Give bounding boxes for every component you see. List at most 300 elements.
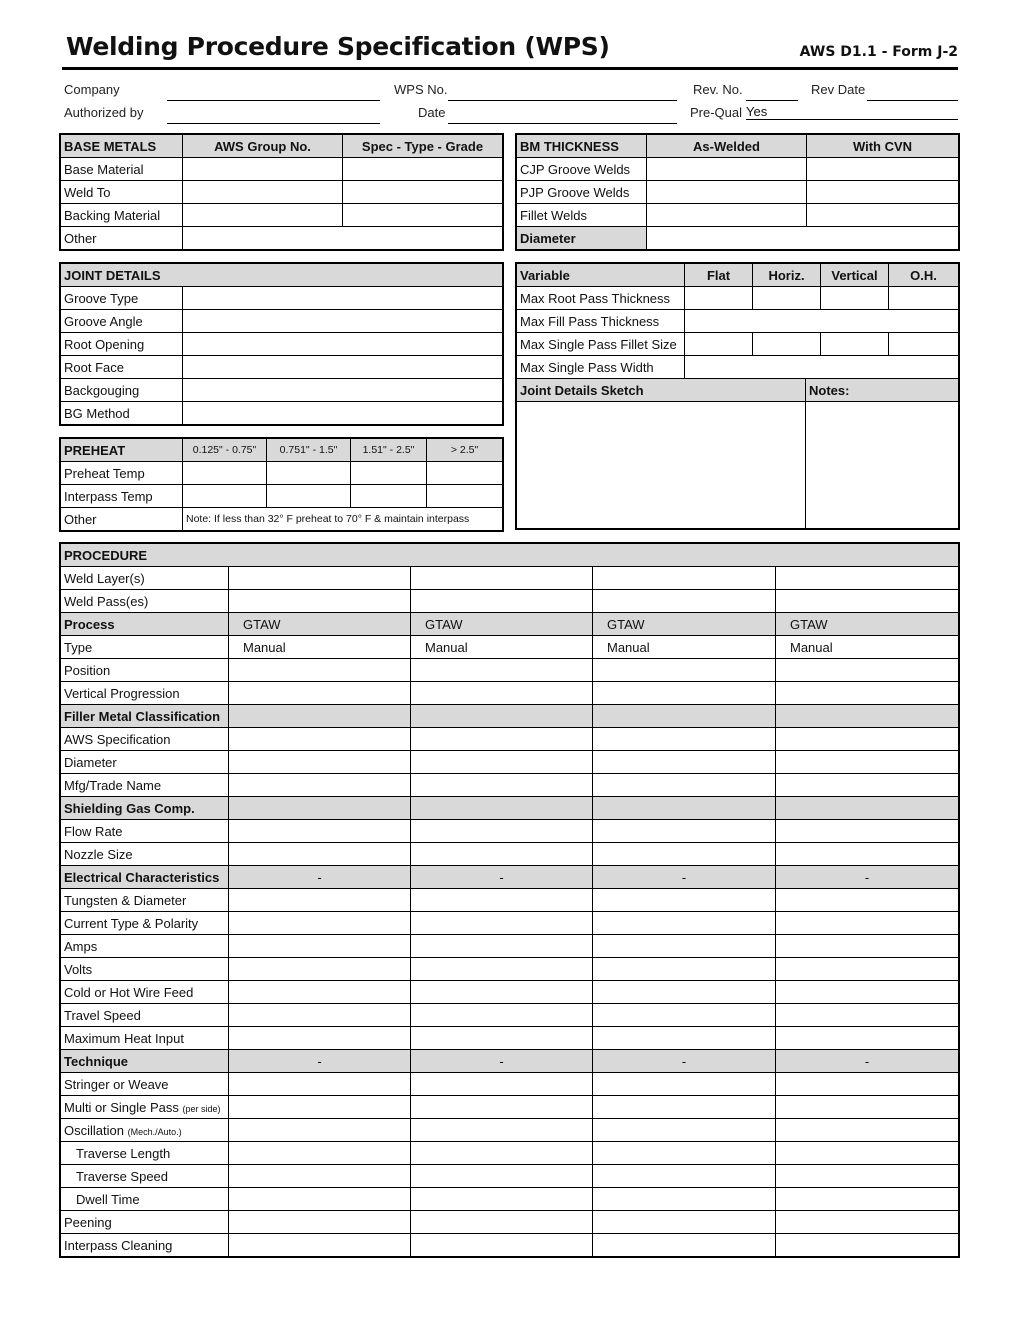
procedure-row-label (61, 728, 229, 751)
row-label: Root Face (61, 356, 183, 379)
joint-details-header: JOINT DETAILS (61, 264, 503, 287)
row-label-text: Cold or Hot Wire Feed (64, 984, 194, 1000)
procedure-cell[interactable] (593, 1119, 776, 1142)
procedure-cell[interactable] (411, 1165, 593, 1188)
row-label: PJP Groove Welds (517, 181, 647, 204)
row-label: Weld To (61, 181, 183, 204)
row-label-suffix: (per side) (182, 1103, 221, 1114)
procedure-cell[interactable] (776, 820, 959, 843)
procedure-row-label (61, 958, 229, 981)
table-row (61, 567, 959, 590)
input-cell[interactable] (183, 227, 503, 250)
procedure-cell[interactable]: GTAW (411, 613, 593, 636)
table-row (61, 705, 959, 728)
procedure-cell[interactable] (229, 1119, 411, 1142)
input-cell[interactable] (183, 379, 503, 402)
row-label: BG Method (61, 402, 183, 425)
procedure-row-label (61, 912, 229, 935)
procedure-cell[interactable] (411, 682, 593, 705)
table-row (61, 1096, 959, 1119)
procedure-row-label (61, 636, 229, 659)
row-label-text: Volts (64, 961, 93, 977)
input-cell[interactable] (647, 181, 807, 204)
row-label-text: Traverse Length (76, 1145, 171, 1161)
procedure-cell[interactable] (776, 1234, 959, 1257)
procedure-cell[interactable] (411, 1211, 593, 1234)
input-cell[interactable] (685, 356, 959, 379)
procedure-row-label (61, 1211, 229, 1234)
procedure-cell[interactable] (411, 1119, 593, 1142)
wps-no-field[interactable] (448, 86, 677, 101)
procedure-cell[interactable] (776, 1004, 959, 1027)
procedure-cell[interactable] (411, 935, 593, 958)
input-cell[interactable] (685, 287, 753, 310)
input-cell[interactable] (889, 333, 959, 356)
input-cell[interactable] (807, 181, 959, 204)
procedure-cell[interactable] (229, 958, 411, 981)
input-cell[interactable] (343, 158, 503, 181)
input-cell[interactable] (821, 287, 889, 310)
procedure-cell[interactable] (593, 590, 776, 613)
procedure-cell[interactable] (593, 1188, 776, 1211)
input-cell[interactable] (427, 485, 503, 508)
procedure-cell[interactable]: GTAW (593, 613, 776, 636)
joint-details-table (60, 263, 503, 425)
procedure-row-label (61, 797, 229, 820)
row-label: Fillet Welds (517, 204, 647, 227)
row-label: Preheat Temp (61, 462, 183, 485)
procedure-cell[interactable] (229, 1165, 411, 1188)
row-label: Interpass Temp (61, 485, 183, 508)
procedure-cell[interactable]: - (411, 1050, 593, 1073)
procedure-cell[interactable] (229, 705, 411, 728)
procedure-cell[interactable] (593, 981, 776, 1004)
input-cell[interactable] (647, 204, 807, 227)
input-cell[interactable] (343, 181, 503, 204)
procedure-cell[interactable] (229, 590, 411, 613)
procedure-cell[interactable] (229, 567, 411, 590)
procedure-cell[interactable] (229, 1027, 411, 1050)
procedure-cell[interactable] (776, 912, 959, 935)
procedure-cell[interactable] (229, 1073, 411, 1096)
row-label: Root Opening (61, 333, 183, 356)
procedure-cell[interactable] (411, 1188, 593, 1211)
procedure-cell[interactable] (593, 1073, 776, 1096)
procedure-cell[interactable] (229, 1004, 411, 1027)
row-label: Max Single Pass Width (517, 356, 685, 379)
procedure-cell[interactable] (593, 751, 776, 774)
row-label-text: Travel Speed (64, 1007, 141, 1023)
procedure-row-label (61, 567, 229, 590)
table-row (61, 682, 959, 705)
procedure-row-label (61, 1096, 229, 1119)
procedure-row-label (61, 590, 229, 613)
procedure-cell[interactable] (776, 935, 959, 958)
authorized-field[interactable] (167, 109, 380, 124)
table-row (61, 866, 959, 889)
procedure-row-label (61, 1234, 229, 1257)
input-cell[interactable] (183, 333, 503, 356)
procedure-cell[interactable] (229, 728, 411, 751)
row-label-text: Vertical Progression (64, 685, 180, 701)
procedure-cell[interactable] (229, 889, 411, 912)
procedure-cell[interactable] (776, 889, 959, 912)
table-row (61, 889, 959, 912)
input-cell[interactable] (753, 287, 821, 310)
procedure-cell[interactable] (229, 682, 411, 705)
input-cell[interactable] (807, 158, 959, 181)
procedure-row-label (61, 820, 229, 843)
procedure-cell[interactable] (776, 567, 959, 590)
procedure-cell[interactable] (229, 659, 411, 682)
row-label: Backing Material (61, 204, 183, 227)
procedure-cell[interactable] (229, 912, 411, 935)
procedure-cell[interactable] (776, 751, 959, 774)
input-cell[interactable] (183, 310, 503, 333)
row-label-text: Weld Layer(s) (64, 570, 145, 586)
company-label: Company (64, 82, 120, 97)
row-label-text: Multi or Single Pass (64, 1099, 179, 1115)
procedure-cell[interactable] (229, 843, 411, 866)
row-label-text: Mfg/Trade Name (64, 777, 162, 793)
variable-header: Variable (517, 264, 685, 287)
row-label-text: Shielding Gas Comp. (64, 800, 195, 816)
date-field[interactable] (448, 109, 677, 124)
procedure-cell[interactable] (411, 1027, 593, 1050)
row-label: Groove Type (61, 287, 183, 310)
procedure-cell[interactable] (411, 774, 593, 797)
input-cell[interactable] (183, 462, 267, 485)
procedure-cell[interactable] (776, 774, 959, 797)
row-label: Max Single Pass Fillet Size (517, 333, 685, 356)
procedure-table (60, 543, 959, 1257)
notes-header: Notes: (806, 379, 959, 402)
rev-no-label: Rev. No. (693, 82, 743, 97)
procedure-cell[interactable]: GTAW (776, 613, 959, 636)
row-label-text: Process (64, 616, 115, 632)
row-label-text: Maximum Heat Input (64, 1030, 184, 1046)
procedure-cell[interactable] (411, 958, 593, 981)
variable-table (516, 263, 959, 529)
wps-no-label: WPS No. (394, 82, 448, 97)
input-cell[interactable] (685, 310, 959, 333)
base-metals-table (60, 134, 503, 250)
procedure-row-label (61, 751, 229, 774)
procedure-cell[interactable] (776, 705, 959, 728)
input-cell[interactable] (351, 485, 427, 508)
input-cell[interactable] (267, 485, 351, 508)
procedure-row-label (61, 1119, 229, 1142)
table-row (61, 1142, 959, 1165)
procedure-cell[interactable] (776, 590, 959, 613)
row-label: Other (61, 227, 183, 250)
procedure-cell[interactable] (776, 1211, 959, 1234)
procedure-cell[interactable] (411, 820, 593, 843)
procedure-cell[interactable]: - (776, 866, 959, 889)
table-row (61, 912, 959, 935)
input-cell[interactable] (821, 333, 889, 356)
row-label-text: Amps (64, 938, 98, 954)
procedure-cell[interactable] (229, 820, 411, 843)
table-row (61, 1165, 959, 1188)
input-cell[interactable] (183, 485, 267, 508)
notes-area[interactable] (806, 402, 959, 529)
rev-no-field[interactable] (746, 86, 798, 101)
procedure-cell[interactable]: - (593, 1050, 776, 1073)
procedure-cell[interactable] (229, 1188, 411, 1211)
procedure-cell[interactable] (776, 958, 959, 981)
procedure-cell[interactable] (776, 1165, 959, 1188)
spec-type-grade-header: Spec - Type - Grade (343, 135, 503, 158)
procedure-cell[interactable] (776, 797, 959, 820)
input-cell[interactable] (183, 204, 343, 227)
row-label-text: Diameter (64, 754, 117, 770)
table-row (61, 590, 959, 613)
procedure-cell[interactable]: - (776, 1050, 959, 1073)
table-row (61, 1027, 959, 1050)
procedure-cell[interactable] (593, 889, 776, 912)
procedure-cell[interactable] (229, 1142, 411, 1165)
row-label: Max Root Pass Thickness (517, 287, 685, 310)
row-label: Max Fill Pass Thickness (517, 310, 685, 333)
input-cell[interactable] (183, 356, 503, 379)
procedure-cell[interactable] (776, 1119, 959, 1142)
aws-group-header: AWS Group No. (183, 135, 343, 158)
input-cell[interactable] (753, 333, 821, 356)
row-label-text: Stringer or Weave (64, 1076, 169, 1092)
form-id: AWS D1.1 - Form J-2 (799, 44, 958, 60)
procedure-cell[interactable] (593, 1027, 776, 1050)
procedure-row-label (61, 613, 229, 636)
procedure-cell[interactable] (593, 1211, 776, 1234)
procedure-cell[interactable] (593, 567, 776, 590)
input-cell[interactable] (183, 158, 343, 181)
procedure-row-label (61, 1165, 229, 1188)
procedure-row-label (61, 935, 229, 958)
procedure-cell[interactable] (411, 751, 593, 774)
procedure-cell[interactable] (593, 820, 776, 843)
row-label-text: Weld Pass(es) (64, 593, 149, 609)
procedure-cell[interactable] (593, 1165, 776, 1188)
input-cell[interactable] (351, 462, 427, 485)
procedure-cell[interactable]: - (229, 866, 411, 889)
sketch-area[interactable] (517, 402, 806, 529)
date-label: Date (418, 105, 446, 120)
procedure-cell[interactable] (411, 1142, 593, 1165)
procedure-cell[interactable] (776, 981, 959, 1004)
oh-header: O.H. (889, 264, 959, 287)
company-field[interactable] (167, 86, 380, 101)
procedure-cell[interactable] (411, 659, 593, 682)
procedure-cell[interactable] (411, 1004, 593, 1027)
input-cell[interactable] (267, 462, 351, 485)
procedure-row-label (61, 1073, 229, 1096)
procedure-cell[interactable] (411, 889, 593, 912)
input-cell[interactable] (183, 181, 343, 204)
input-cell[interactable] (647, 227, 959, 250)
procedure-row-label (61, 705, 229, 728)
prequal-label: Pre-Qual (690, 105, 743, 120)
input-cell[interactable] (183, 287, 503, 310)
input-cell[interactable] (889, 287, 959, 310)
procedure-cell[interactable] (776, 659, 959, 682)
procedure-cell[interactable] (776, 1188, 959, 1211)
row-label-suffix: (Mech./Auto.) (127, 1126, 182, 1137)
input-cell[interactable] (343, 204, 503, 227)
procedure-row-label (61, 1188, 229, 1211)
row-label-text: Traverse Speed (76, 1168, 169, 1184)
input-cell[interactable] (183, 402, 503, 425)
procedure-cell[interactable] (411, 728, 593, 751)
table-row (61, 636, 959, 659)
row-label: Backgouging (61, 379, 183, 402)
procedure-cell[interactable] (776, 682, 959, 705)
range-header: 0.751" - 1.5" (267, 439, 351, 462)
table-row (61, 820, 959, 843)
procedure-cell[interactable] (776, 728, 959, 751)
procedure-cell[interactable] (229, 981, 411, 1004)
row-label-text: Type (64, 639, 93, 655)
procedure-cell[interactable]: - (593, 866, 776, 889)
procedure-row-label (61, 981, 229, 1004)
preheat-table (60, 438, 503, 531)
bm-thickness-header: BM THICKNESS (517, 135, 647, 158)
row-label: CJP Groove Welds (517, 158, 647, 181)
procedure-cell[interactable] (593, 1142, 776, 1165)
procedure-header: PROCEDURE (61, 544, 959, 567)
rev-date-field[interactable] (867, 86, 958, 101)
procedure-cell[interactable] (229, 774, 411, 797)
procedure-cell[interactable] (593, 958, 776, 981)
table-row (61, 1234, 959, 1257)
procedure-cell[interactable] (411, 590, 593, 613)
procedure-cell[interactable] (593, 728, 776, 751)
procedure-row-label (61, 843, 229, 866)
prequal-field[interactable]: Yes (746, 105, 958, 120)
horiz-header: Horiz. (753, 264, 821, 287)
procedure-cell[interactable] (411, 981, 593, 1004)
row-label-text: Dwell Time (76, 1191, 140, 1207)
range-header: > 2.5" (427, 439, 503, 462)
row-label-text: Nozzle Size (64, 846, 133, 862)
procedure-cell[interactable] (411, 705, 593, 728)
preheat-note: Note: If less than 32° F preheat to 70° F & maintain interpass (183, 508, 503, 531)
procedure-cell[interactable] (229, 1096, 411, 1119)
table-row (61, 958, 959, 981)
procedure-cell[interactable] (593, 774, 776, 797)
table-row (61, 981, 959, 1004)
procedure-cell[interactable] (593, 705, 776, 728)
input-cell[interactable] (685, 333, 753, 356)
procedure-cell[interactable] (411, 912, 593, 935)
procedure-cell[interactable] (411, 1073, 593, 1096)
procedure-row-label (61, 1004, 229, 1027)
row-label-text: Filler Metal Classification (64, 708, 221, 724)
table-row (61, 797, 959, 820)
input-cell[interactable] (647, 158, 807, 181)
procedure-cell[interactable]: Manual (229, 636, 411, 659)
row-label-text: Position (64, 662, 111, 678)
table-row (61, 843, 959, 866)
base-metals-header: BASE METALS (61, 135, 183, 158)
procedure-row-label (61, 889, 229, 912)
procedure-cell[interactable] (411, 1234, 593, 1257)
table-row (61, 1004, 959, 1027)
procedure-cell[interactable] (229, 935, 411, 958)
procedure-cell[interactable] (593, 682, 776, 705)
procedure-cell[interactable] (776, 1142, 959, 1165)
procedure-cell[interactable] (411, 797, 593, 820)
authorized-label: Authorized by (64, 105, 144, 120)
procedure-cell[interactable]: GTAW (229, 613, 411, 636)
row-label-text: Peening (64, 1214, 112, 1230)
row-label-text: Interpass Cleaning (64, 1237, 173, 1253)
procedure-cell[interactable] (229, 1234, 411, 1257)
procedure-row-label (61, 774, 229, 797)
row-label-text: Flow Rate (64, 823, 123, 839)
procedure-row-label (61, 1142, 229, 1165)
row-label: Base Material (61, 158, 183, 181)
procedure-cell[interactable] (229, 797, 411, 820)
table-row (61, 1119, 959, 1142)
procedure-cell[interactable]: Manual (411, 636, 593, 659)
procedure-cell[interactable] (229, 751, 411, 774)
vertical-header: Vertical (821, 264, 889, 287)
table-row (61, 613, 959, 636)
procedure-cell[interactable] (776, 843, 959, 866)
procedure-cell[interactable] (593, 1096, 776, 1119)
procedure-cell[interactable] (229, 1211, 411, 1234)
input-cell[interactable] (427, 462, 503, 485)
row-label: Groove Angle (61, 310, 183, 333)
procedure-row-label (61, 659, 229, 682)
procedure-cell[interactable]: - (229, 1050, 411, 1073)
procedure-cell[interactable] (411, 843, 593, 866)
table-row (61, 1073, 959, 1096)
range-header: 0.125" - 0.75" (183, 439, 267, 462)
table-row (61, 1211, 959, 1234)
procedure-cell[interactable]: Manual (776, 636, 959, 659)
rev-date-label: Rev Date (811, 82, 866, 97)
table-row (61, 1188, 959, 1211)
procedure-cell[interactable] (593, 935, 776, 958)
table-row (61, 751, 959, 774)
procedure-cell[interactable] (776, 1096, 959, 1119)
input-cell[interactable] (807, 204, 959, 227)
procedure-cell[interactable] (593, 659, 776, 682)
procedure-cell[interactable] (593, 1004, 776, 1027)
table-row (61, 728, 959, 751)
row-label: Other (61, 508, 183, 531)
procedure-cell[interactable] (776, 1027, 959, 1050)
procedure-cell[interactable] (593, 912, 776, 935)
row-label-text: AWS Specification (64, 731, 171, 747)
diameter-label: Diameter (517, 227, 647, 250)
procedure-cell[interactable] (593, 843, 776, 866)
with-cvn-header: With CVN (807, 135, 959, 158)
procedure-cell[interactable] (411, 567, 593, 590)
table-row (61, 659, 959, 682)
procedure-cell[interactable] (411, 1096, 593, 1119)
procedure-cell[interactable] (593, 797, 776, 820)
procedure-cell[interactable]: Manual (593, 636, 776, 659)
procedure-cell[interactable]: - (411, 866, 593, 889)
row-label-text: Technique (64, 1053, 129, 1069)
row-label-text: Oscillation (64, 1122, 124, 1138)
table-row (61, 1050, 959, 1073)
procedure-cell[interactable] (593, 1234, 776, 1257)
procedure-cell[interactable] (776, 1073, 959, 1096)
